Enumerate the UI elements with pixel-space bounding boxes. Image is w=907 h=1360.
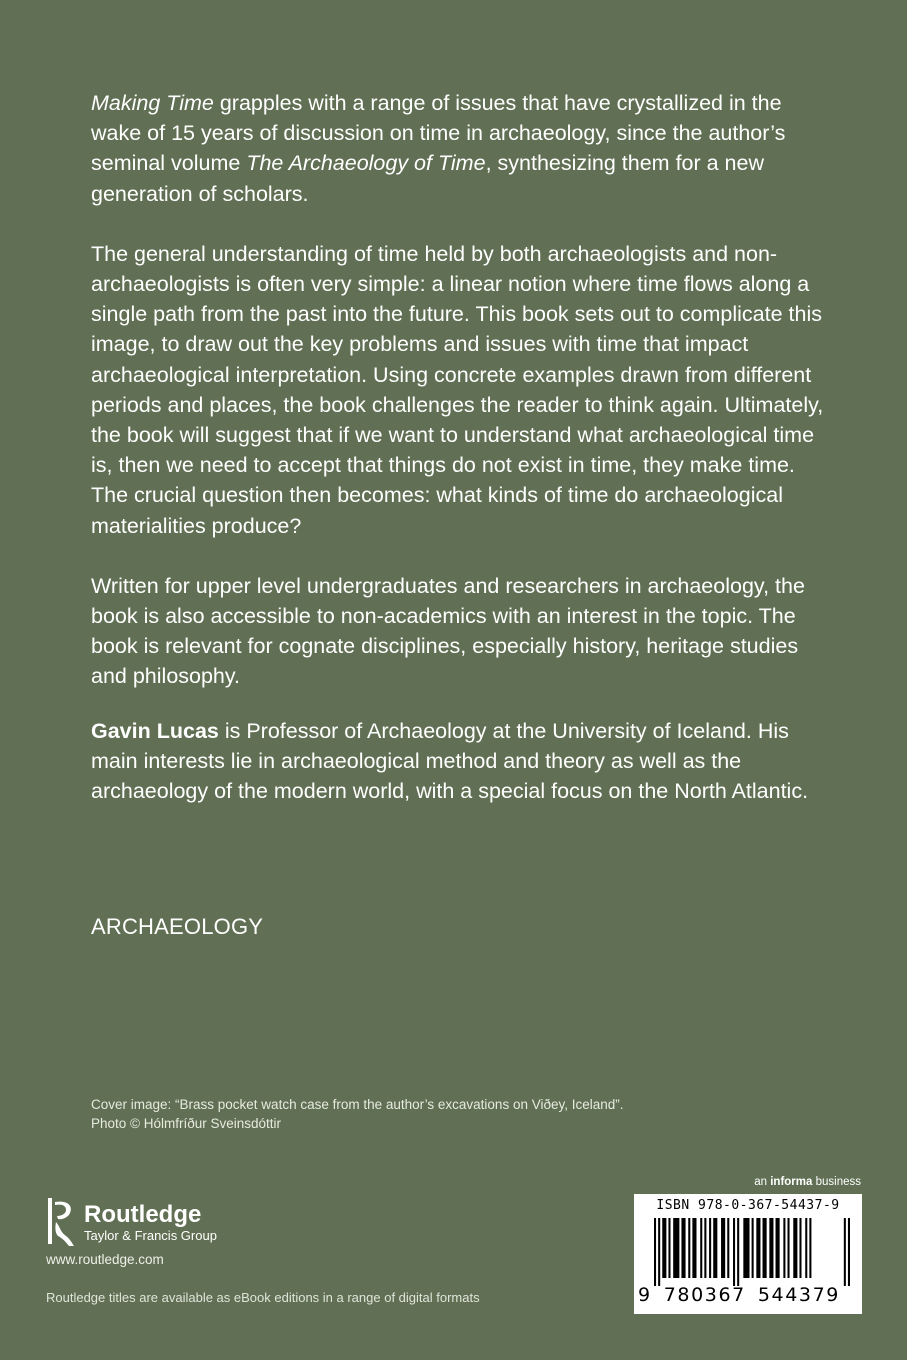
publisher-logo — [46, 1196, 217, 1248]
barcode-bar — [776, 1218, 780, 1278]
informa-suffix: business — [812, 1176, 861, 1188]
barcode-group-1: 780367 — [663, 1284, 746, 1306]
barcode-group-2: 544379 — [757, 1284, 840, 1306]
author-bio-text: is Professor of Archaeology at the University of Iceland. His main interests lie in archaeological method and theory as well as the archaeology of the modern world, with a special focus on the North Atlantic. — [91, 718, 809, 804]
informa-word: informa — [770, 1176, 813, 1188]
barcode-bar — [733, 1218, 735, 1286]
earlier-book-title: The Archaeology of Time — [246, 151, 486, 176]
routledge-r-icon — [46, 1196, 76, 1248]
barcode-bar — [763, 1218, 767, 1278]
isbn-label: ISBN 978-0-367-54437-9 — [656, 1198, 840, 1213]
blurb-paragraph-audience: Written for upper level undergraduates and researchers in archaeology, the book is also accessible to non-academics with an interest in the topic. The book is relevant for cognate disciplines, especially history, heritage studies and philosophy. — [91, 573, 805, 689]
book-title: Making Time — [91, 91, 214, 115]
barcode-bar — [688, 1218, 690, 1278]
barcode-bar — [809, 1218, 811, 1278]
barcode-bar — [654, 1218, 656, 1286]
barcode-bar — [727, 1218, 729, 1278]
informa-tagline — [754, 1176, 861, 1188]
barcode-bar — [668, 1218, 670, 1278]
barcode-bar — [662, 1218, 666, 1278]
informa-prefix: an — [754, 1176, 771, 1188]
blurb-paragraph-main: The general understanding of time held by both archaeologists and non-archaeologists is often very simple: a linear notion where time flows along a single path from the past into the future. This book sets out to complicate this image, to draw out the key problems and issues with time that impact archaeological interpretation. Using concrete examples drawn from different periods and places, the book challenges the reader to think again. Ultimately, the book will suggest that if we want to understand what archaeological time is, then we need to accept that things do not exist in time, they make time. The crucial question then becomes: what kinds of time do archaeological materialities produce? — [91, 241, 824, 538]
barcode-bars — [654, 1218, 850, 1286]
barcode-bar — [848, 1218, 850, 1286]
barcode-lead-digit: 9 — [638, 1284, 652, 1306]
credit-line-2: Photo © Hólmfríður Sveinsdóttir — [91, 1116, 282, 1131]
intro-text-end: , synthesizing them for a new generation of scholars. — [91, 151, 765, 206]
intro-text: grapples with a range of issues that have crystallized in the wake of 15 years of discussion on time in archaeology, since the author’s seminal volume — [91, 91, 786, 176]
barcode-bar — [721, 1218, 725, 1278]
barcode-bar — [844, 1218, 846, 1286]
barcode-digits — [638, 1284, 860, 1306]
barcode-bar — [692, 1218, 696, 1278]
credit-line-1: Cover image: “Brass pocket watch case from the author’s excavations on Viðey, Iceland”. — [91, 1097, 624, 1112]
blurb-paragraph-intro — [91, 88, 831, 209]
publisher-website: www.routledge.com — [46, 1252, 164, 1267]
barcode-bar — [783, 1218, 785, 1278]
author-name: Gavin Lucas — [91, 718, 219, 743]
barcode-bar — [752, 1218, 754, 1278]
barcode-bar — [658, 1218, 660, 1286]
barcode-bar — [793, 1218, 797, 1278]
author-bio — [91, 716, 831, 807]
barcode-bar — [737, 1218, 739, 1286]
barcode-bar — [743, 1218, 749, 1278]
barcode-bar — [756, 1218, 760, 1278]
barcode-bar — [673, 1218, 679, 1278]
publisher-group: Taylor & Francis Group — [84, 1227, 217, 1243]
subject-category: ARCHAEOLOGY — [91, 914, 264, 939]
barcode-bar — [799, 1218, 801, 1278]
ebook-note: Routledge titles are available as eBook editions in a range of digital formats — [46, 1290, 480, 1305]
back-cover-blurb — [91, 88, 831, 836]
barcode-bar — [700, 1218, 702, 1278]
isbn-barcode — [634, 1194, 862, 1314]
publisher-name: Routledge — [84, 1200, 202, 1228]
barcode-bar — [713, 1218, 717, 1278]
barcode-bar — [805, 1218, 807, 1278]
barcode-bar — [704, 1218, 706, 1278]
barcode-bar — [769, 1218, 773, 1278]
cover-image-credit — [91, 1095, 624, 1133]
barcode-bar — [709, 1218, 711, 1278]
barcode-bar — [681, 1218, 685, 1278]
barcode-bar — [787, 1218, 789, 1278]
